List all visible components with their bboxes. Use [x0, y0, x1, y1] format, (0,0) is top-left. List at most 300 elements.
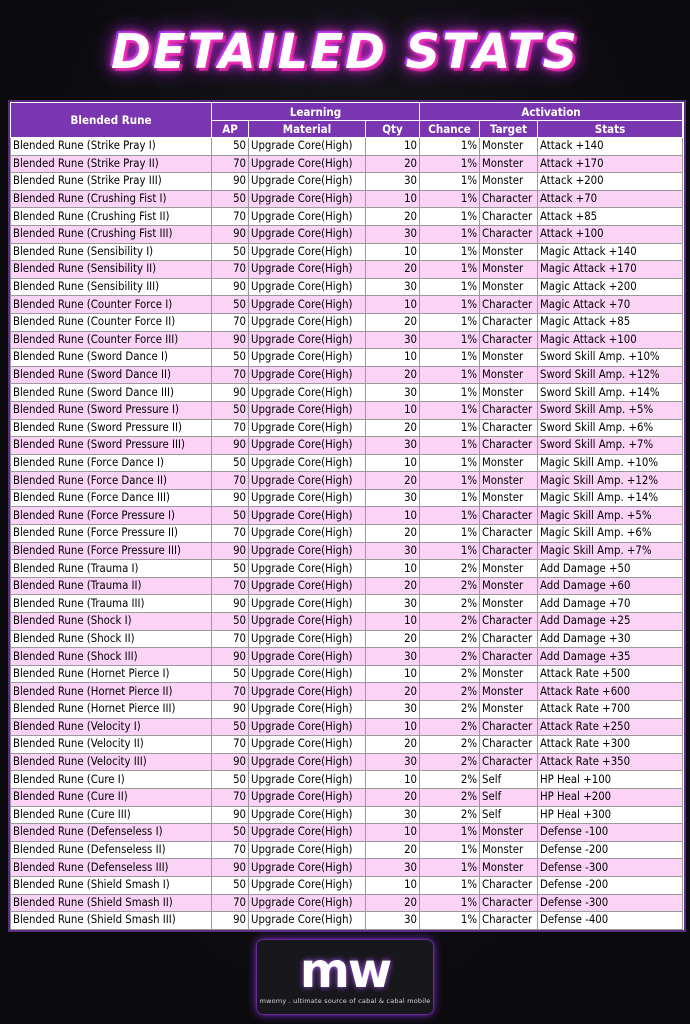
table-row — [11, 155, 683, 173]
title-banner — [0, 12, 690, 92]
cell-material: Upgrade Core(High) — [249, 701, 366, 719]
cell-chance: 1% — [420, 384, 480, 402]
cell-chance: 1% — [420, 366, 480, 384]
cell-material: Upgrade Core(High) — [249, 824, 366, 842]
cell-name: Blended Rune (Velocity II) — [11, 736, 212, 754]
cell-target: Monster — [480, 173, 538, 191]
cell-chance: 1% — [420, 155, 480, 173]
cell-qty: 10 — [366, 876, 420, 894]
cell-chance: 1% — [420, 489, 480, 507]
cell-material: Upgrade Core(High) — [249, 313, 366, 331]
cell-target: Character — [480, 525, 538, 543]
cell-chance: 1% — [420, 278, 480, 296]
cell-target: Monster — [480, 824, 538, 842]
cell-qty: 20 — [366, 841, 420, 859]
cell-qty: 10 — [366, 665, 420, 683]
table-row — [11, 788, 683, 806]
cell-qty: 20 — [366, 155, 420, 173]
cell-ap: 50 — [212, 824, 249, 842]
cell-target: Monster — [480, 701, 538, 719]
cell-target: Monster — [480, 138, 538, 156]
cell-target: Monster — [480, 595, 538, 613]
cell-qty: 20 — [366, 261, 420, 279]
table-row — [11, 771, 683, 789]
cell-ap: 90 — [212, 225, 249, 243]
table-row — [11, 665, 683, 683]
cell-ap: 90 — [212, 437, 249, 455]
table-row — [11, 542, 683, 560]
cell-qty: 30 — [366, 701, 420, 719]
table-row — [11, 173, 683, 191]
cell-target: Character — [480, 313, 538, 331]
cell-stats: Add Damage +60 — [538, 577, 683, 595]
cell-target: Character — [480, 542, 538, 560]
table-row — [11, 560, 683, 578]
table-row — [11, 261, 683, 279]
cell-name: Blended Rune (Shock III) — [11, 648, 212, 666]
cell-ap: 70 — [212, 841, 249, 859]
cell-ap: 50 — [212, 401, 249, 419]
cell-stats: Attack Rate +250 — [538, 718, 683, 736]
cell-ap: 70 — [212, 155, 249, 173]
header-stats: Stats — [538, 121, 683, 138]
cell-material: Upgrade Core(High) — [249, 806, 366, 824]
cell-material: Upgrade Core(High) — [249, 296, 366, 314]
header-qty: Qty — [366, 121, 420, 138]
mw-logo — [257, 940, 433, 1014]
cell-name: Blended Rune (Sword Dance II) — [11, 366, 212, 384]
cell-name: Blended Rune (Sword Pressure III) — [11, 437, 212, 455]
cell-target: Monster — [480, 261, 538, 279]
cell-name: Blended Rune (Defenseless I) — [11, 824, 212, 842]
cell-material: Upgrade Core(High) — [249, 613, 366, 631]
cell-target: Character — [480, 718, 538, 736]
cell-ap: 90 — [212, 278, 249, 296]
cell-chance: 2% — [420, 665, 480, 683]
cell-target: Character — [480, 753, 538, 771]
cell-stats: Attack Rate +700 — [538, 701, 683, 719]
table-row — [11, 278, 683, 296]
cell-chance: 2% — [420, 613, 480, 631]
cell-name: Blended Rune (Hornet Pierce I) — [11, 665, 212, 683]
table-row — [11, 366, 683, 384]
cell-chance: 1% — [420, 472, 480, 490]
cell-target: Character — [480, 613, 538, 631]
table-row — [11, 138, 683, 156]
stats-table — [10, 102, 683, 930]
cell-target: Monster — [480, 683, 538, 701]
cell-name: Blended Rune (Sword Dance III) — [11, 384, 212, 402]
cell-material: Upgrade Core(High) — [249, 472, 366, 490]
cell-name: Blended Rune (Crushing Fist I) — [11, 190, 212, 208]
table-row — [11, 648, 683, 666]
cell-ap: 50 — [212, 243, 249, 261]
cell-chance: 1% — [420, 190, 480, 208]
cell-target: Monster — [480, 577, 538, 595]
cell-stats: HP Heal +200 — [538, 788, 683, 806]
cell-stats: Sword Skill Amp. +12% — [538, 366, 683, 384]
cell-chance: 1% — [420, 208, 480, 226]
cell-chance: 2% — [420, 753, 480, 771]
cell-qty: 30 — [366, 859, 420, 877]
cell-material: Upgrade Core(High) — [249, 243, 366, 261]
cell-chance: 1% — [420, 841, 480, 859]
cell-material: Upgrade Core(High) — [249, 190, 366, 208]
cell-name: Blended Rune (Velocity I) — [11, 718, 212, 736]
table-row — [11, 683, 683, 701]
table-row — [11, 718, 683, 736]
cell-qty: 10 — [366, 507, 420, 525]
cell-material: Upgrade Core(High) — [249, 859, 366, 877]
cell-ap: 50 — [212, 665, 249, 683]
cell-stats: Attack +140 — [538, 138, 683, 156]
cell-chance: 1% — [420, 225, 480, 243]
table-row — [11, 595, 683, 613]
cell-ap: 70 — [212, 788, 249, 806]
cell-target: Monster — [480, 472, 538, 490]
cell-qty: 30 — [366, 437, 420, 455]
cell-qty: 30 — [366, 753, 420, 771]
cell-target: Monster — [480, 155, 538, 173]
cell-qty: 30 — [366, 542, 420, 560]
table-row — [11, 525, 683, 543]
cell-stats: Magic Skill Amp. +14% — [538, 489, 683, 507]
cell-chance: 1% — [420, 859, 480, 877]
cell-material: Upgrade Core(High) — [249, 683, 366, 701]
cell-material: Upgrade Core(High) — [249, 542, 366, 560]
cell-ap: 50 — [212, 507, 249, 525]
cell-qty: 20 — [366, 683, 420, 701]
cell-target: Monster — [480, 243, 538, 261]
cell-ap: 70 — [212, 472, 249, 490]
cell-qty: 10 — [366, 454, 420, 472]
cell-material: Upgrade Core(High) — [249, 225, 366, 243]
cell-target: Monster — [480, 278, 538, 296]
cell-ap: 90 — [212, 912, 249, 930]
cell-name: Blended Rune (Hornet Pierce III) — [11, 701, 212, 719]
table-row — [11, 190, 683, 208]
cell-name: Blended Rune (Counter Force I) — [11, 296, 212, 314]
cell-ap: 90 — [212, 648, 249, 666]
cell-target: Monster — [480, 454, 538, 472]
cell-ap: 90 — [212, 859, 249, 877]
cell-ap: 90 — [212, 331, 249, 349]
cell-target: Monster — [480, 841, 538, 859]
cell-stats: Sword Skill Amp. +7% — [538, 437, 683, 455]
cell-stats: Magic Attack +100 — [538, 331, 683, 349]
cell-qty: 30 — [366, 489, 420, 507]
cell-material: Upgrade Core(High) — [249, 876, 366, 894]
cell-qty: 20 — [366, 208, 420, 226]
cell-stats: Defense -300 — [538, 859, 683, 877]
cell-qty: 30 — [366, 912, 420, 930]
cell-ap: 50 — [212, 349, 249, 367]
table-row — [11, 736, 683, 754]
cell-ap: 50 — [212, 138, 249, 156]
table-row — [11, 454, 683, 472]
cell-stats: Magic Attack +70 — [538, 296, 683, 314]
cell-stats: HP Heal +100 — [538, 771, 683, 789]
cell-target: Character — [480, 648, 538, 666]
logo-tagline: mwomy . ultimate source of cabal & cabal mobile — [259, 997, 431, 1005]
table-row — [11, 489, 683, 507]
cell-qty: 20 — [366, 577, 420, 595]
cell-chance: 1% — [420, 296, 480, 314]
cell-name: Blended Rune (Velocity III) — [11, 753, 212, 771]
cell-qty: 10 — [366, 560, 420, 578]
cell-ap: 90 — [212, 542, 249, 560]
cell-name: Blended Rune (Force Pressure III) — [11, 542, 212, 560]
cell-material: Upgrade Core(High) — [249, 736, 366, 754]
table-row — [11, 507, 683, 525]
cell-name: Blended Rune (Cure III) — [11, 806, 212, 824]
table-row — [11, 824, 683, 842]
cell-ap: 70 — [212, 366, 249, 384]
cell-target: Self — [480, 806, 538, 824]
table-row — [11, 859, 683, 877]
cell-ap: 50 — [212, 613, 249, 631]
cell-chance: 2% — [420, 806, 480, 824]
cell-name: Blended Rune (Sensibility III) — [11, 278, 212, 296]
cell-ap: 90 — [212, 384, 249, 402]
cell-name: Blended Rune (Trauma I) — [11, 560, 212, 578]
cell-stats: Attack Rate +350 — [538, 753, 683, 771]
cell-material: Upgrade Core(High) — [249, 489, 366, 507]
cell-material: Upgrade Core(High) — [249, 771, 366, 789]
cell-name: Blended Rune (Force Dance II) — [11, 472, 212, 490]
table-row — [11, 806, 683, 824]
cell-chance: 2% — [420, 736, 480, 754]
cell-material: Upgrade Core(High) — [249, 525, 366, 543]
cell-qty: 10 — [366, 824, 420, 842]
cell-chance: 2% — [420, 718, 480, 736]
cell-material: Upgrade Core(High) — [249, 437, 366, 455]
table-row — [11, 701, 683, 719]
cell-name: Blended Rune (Crushing Fist II) — [11, 208, 212, 226]
cell-material: Upgrade Core(High) — [249, 419, 366, 437]
cell-stats: Attack Rate +600 — [538, 683, 683, 701]
cell-name: Blended Rune (Shield Smash I) — [11, 876, 212, 894]
cell-qty: 10 — [366, 296, 420, 314]
cell-qty: 30 — [366, 331, 420, 349]
cell-ap: 70 — [212, 630, 249, 648]
cell-name: Blended Rune (Trauma II) — [11, 577, 212, 595]
cell-stats: Magic Attack +140 — [538, 243, 683, 261]
cell-ap: 50 — [212, 876, 249, 894]
cell-chance: 2% — [420, 771, 480, 789]
table-row — [11, 208, 683, 226]
cell-qty: 10 — [366, 771, 420, 789]
cell-qty: 20 — [366, 313, 420, 331]
cell-name: Blended Rune (Shield Smash II) — [11, 894, 212, 912]
cell-ap: 90 — [212, 489, 249, 507]
cell-stats: Magic Attack +200 — [538, 278, 683, 296]
cell-name: Blended Rune (Sensibility II) — [11, 261, 212, 279]
cell-chance: 1% — [420, 331, 480, 349]
table-row — [11, 577, 683, 595]
table-row — [11, 912, 683, 930]
cell-ap: 90 — [212, 595, 249, 613]
cell-stats: Add Damage +25 — [538, 613, 683, 631]
header-blended-rune: Blended Rune — [11, 103, 212, 138]
cell-ap: 70 — [212, 894, 249, 912]
cell-stats: Defense -200 — [538, 841, 683, 859]
cell-qty: 20 — [366, 788, 420, 806]
cell-material: Upgrade Core(High) — [249, 912, 366, 930]
cell-qty: 30 — [366, 384, 420, 402]
cell-chance: 1% — [420, 313, 480, 331]
cell-target: Character — [480, 630, 538, 648]
cell-chance: 2% — [420, 648, 480, 666]
cell-qty: 30 — [366, 278, 420, 296]
cell-target: Self — [480, 788, 538, 806]
cell-material: Upgrade Core(High) — [249, 841, 366, 859]
cell-chance: 1% — [420, 824, 480, 842]
cell-chance: 1% — [420, 261, 480, 279]
cell-ap: 70 — [212, 208, 249, 226]
table-row — [11, 349, 683, 367]
cell-ap: 50 — [212, 560, 249, 578]
cell-material: Upgrade Core(High) — [249, 278, 366, 296]
cell-target: Character — [480, 296, 538, 314]
cell-stats: Magic Skill Amp. +12% — [538, 472, 683, 490]
cell-ap: 50 — [212, 190, 249, 208]
cell-target: Character — [480, 736, 538, 754]
cell-chance: 1% — [420, 876, 480, 894]
cell-target: Character — [480, 225, 538, 243]
cell-material: Upgrade Core(High) — [249, 630, 366, 648]
cell-chance: 2% — [420, 560, 480, 578]
table-row — [11, 243, 683, 261]
cell-chance: 1% — [420, 419, 480, 437]
cell-material: Upgrade Core(High) — [249, 507, 366, 525]
cell-stats: Add Damage +70 — [538, 595, 683, 613]
table-row — [11, 225, 683, 243]
cell-chance: 1% — [420, 525, 480, 543]
table-row — [11, 894, 683, 912]
table-row — [11, 331, 683, 349]
cell-name: Blended Rune (Force Pressure I) — [11, 507, 212, 525]
cell-material: Upgrade Core(High) — [249, 138, 366, 156]
cell-chance: 1% — [420, 542, 480, 560]
cell-material: Upgrade Core(High) — [249, 401, 366, 419]
cell-stats: Magic Skill Amp. +5% — [538, 507, 683, 525]
cell-stats: Sword Skill Amp. +14% — [538, 384, 683, 402]
cell-qty: 30 — [366, 806, 420, 824]
cell-name: Blended Rune (Cure II) — [11, 788, 212, 806]
cell-target: Character — [480, 437, 538, 455]
cell-name: Blended Rune (Defenseless III) — [11, 859, 212, 877]
cell-target: Character — [480, 331, 538, 349]
cell-chance: 2% — [420, 683, 480, 701]
cell-material: Upgrade Core(High) — [249, 648, 366, 666]
cell-target: Character — [480, 208, 538, 226]
cell-target: Monster — [480, 349, 538, 367]
cell-qty: 30 — [366, 595, 420, 613]
table-row — [11, 876, 683, 894]
cell-material: Upgrade Core(High) — [249, 718, 366, 736]
cell-target: Self — [480, 771, 538, 789]
cell-stats: Defense -200 — [538, 876, 683, 894]
cell-stats: Sword Skill Amp. +10% — [538, 349, 683, 367]
cell-ap: 50 — [212, 718, 249, 736]
cell-chance: 2% — [420, 577, 480, 595]
cell-name: Blended Rune (Sword Dance I) — [11, 349, 212, 367]
cell-qty: 10 — [366, 401, 420, 419]
cell-target: Character — [480, 876, 538, 894]
cell-name: Blended Rune (Force Dance I) — [11, 454, 212, 472]
cell-chance: 2% — [420, 595, 480, 613]
table-row — [11, 841, 683, 859]
cell-ap: 70 — [212, 525, 249, 543]
cell-name: Blended Rune (Shock II) — [11, 630, 212, 648]
cell-target: Character — [480, 401, 538, 419]
cell-chance: 2% — [420, 630, 480, 648]
cell-qty: 20 — [366, 894, 420, 912]
cell-qty: 10 — [366, 243, 420, 261]
cell-name: Blended Rune (Sensibility I) — [11, 243, 212, 261]
cell-qty: 20 — [366, 736, 420, 754]
cell-material: Upgrade Core(High) — [249, 331, 366, 349]
cell-name: Blended Rune (Sword Pressure I) — [11, 401, 212, 419]
cell-qty: 10 — [366, 613, 420, 631]
table-row — [11, 401, 683, 419]
cell-stats: Defense -400 — [538, 912, 683, 930]
cell-stats: HP Heal +300 — [538, 806, 683, 824]
cell-ap: 50 — [212, 296, 249, 314]
cell-name: Blended Rune (Shield Smash III) — [11, 912, 212, 930]
cell-chance: 1% — [420, 507, 480, 525]
cell-stats: Sword Skill Amp. +6% — [538, 419, 683, 437]
cell-qty: 20 — [366, 472, 420, 490]
cell-ap: 50 — [212, 454, 249, 472]
cell-stats: Defense -100 — [538, 824, 683, 842]
cell-target: Monster — [480, 560, 538, 578]
cell-ap: 50 — [212, 771, 249, 789]
cell-material: Upgrade Core(High) — [249, 560, 366, 578]
cell-material: Upgrade Core(High) — [249, 753, 366, 771]
cell-target: Character — [480, 507, 538, 525]
cell-ap: 70 — [212, 736, 249, 754]
cell-stats: Sword Skill Amp. +5% — [538, 401, 683, 419]
cell-stats: Magic Skill Amp. +6% — [538, 525, 683, 543]
cell-qty: 30 — [366, 225, 420, 243]
cell-qty: 20 — [366, 630, 420, 648]
cell-chance: 2% — [420, 788, 480, 806]
table-row — [11, 419, 683, 437]
cell-chance: 1% — [420, 912, 480, 930]
cell-qty: 10 — [366, 349, 420, 367]
cell-material: Upgrade Core(High) — [249, 208, 366, 226]
cell-stats: Attack Rate +500 — [538, 665, 683, 683]
cell-name: Blended Rune (Cure I) — [11, 771, 212, 789]
header-activation: Activation — [420, 103, 683, 121]
header-target: Target — [480, 121, 538, 138]
cell-material: Upgrade Core(High) — [249, 384, 366, 402]
cell-stats: Attack +170 — [538, 155, 683, 173]
cell-target: Character — [480, 190, 538, 208]
cell-stats: Magic Attack +170 — [538, 261, 683, 279]
cell-ap: 70 — [212, 577, 249, 595]
cell-target: Monster — [480, 665, 538, 683]
table-row — [11, 613, 683, 631]
cell-chance: 1% — [420, 138, 480, 156]
cell-qty: 20 — [366, 419, 420, 437]
table-row — [11, 296, 683, 314]
cell-qty: 20 — [366, 366, 420, 384]
cell-target: Character — [480, 894, 538, 912]
cell-ap: 90 — [212, 753, 249, 771]
